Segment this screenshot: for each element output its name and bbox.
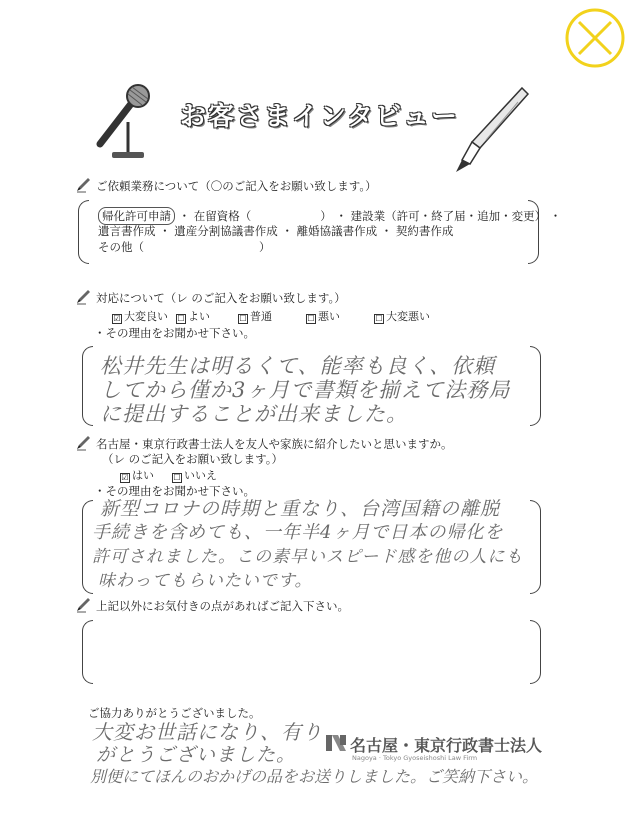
rating-option-good[interactable]: ☐ よい [177,310,210,323]
service-rating-question: 対応について（レ のご記入をお願い致します。） [96,291,346,305]
handwritten-answer-line: 新型コロナの時期と重なり、台湾国籍の離脱 [100,498,501,520]
thanks-message: ご協力ありがとうございました。 [88,706,261,720]
pen-bullet-icon [74,288,92,306]
referral-option-no[interactable]: ☐ いいえ [173,469,217,482]
reason-prompt: ・その理由をお聞かせ下さい。 [94,326,255,340]
referral-question: 名古屋・東京行政書士法人を友人や家族に紹介したいと思いますか。 [96,437,453,451]
service-residence-status[interactable]: ・ 在留資格（ ） [178,209,332,223]
rating-option-normal[interactable]: ☐ 普通 [239,310,272,323]
handwritten-answer-line: 松井先生は明るくて、能率も良く、依頼 [100,354,496,378]
service-estate-division[interactable]: ・ 遺産分割協議書作成 [159,224,278,238]
handwritten-answer-line: してから僅か3ヶ月で書類を揃えて法務局 [100,378,511,402]
rating-option-very-good[interactable]: ☑ 大変良い [113,310,168,323]
cross-stamp-icon [563,6,627,70]
answer-bracket-right [530,500,541,594]
service-divorce-agreement[interactable]: ・ 離婚協議書作成 [281,224,378,238]
service-separator: ・ [549,209,562,223]
reason-prompt: ・その理由をお聞かせ下さい。 [94,484,255,498]
service-contract[interactable]: ・ 契約書作成 [380,224,454,238]
rating-option-bad[interactable]: ☐ 悪い [307,310,340,323]
company-logo-subtitle: Nagoya · Tokyo Gyoseishoshi Law Firm [352,754,478,762]
answer-bracket-left [82,346,93,426]
handwritten-answer-line: 許可されました。この素早いスピード感を他の人にも [92,547,524,567]
pen-bullet-icon [74,176,92,194]
handwritten-answer-line: 味わってもらいたいです。 [98,571,313,591]
microphone-icon [90,82,160,164]
company-logo-name: 名古屋・東京行政書士法人 [350,736,543,755]
referral-option-yes[interactable]: ☑ はい [121,469,154,482]
handwritten-answer-line: 手続きを含めても、一年半4ヶ月で日本の帰化を [92,522,504,543]
handwritten-note-line: 大変お世話になり、有り [92,720,323,744]
comments-bracket-right [530,620,541,684]
company-logo-icon [326,733,348,753]
answer-bracket-left [78,200,89,264]
handwritten-note-line: がとうございました。 [96,744,297,766]
fountain-pen-icon [452,84,532,176]
page-title: お客さまインタビュー [180,102,459,132]
comments-field[interactable] [96,622,526,680]
service-question: ご依頼業務について（〇のご記入をお願い致します。） [96,179,377,193]
service-construction[interactable]: ・ 建設業（許可・終了届・追加・変更） [335,209,547,223]
service-other[interactable]: その他（ ） [98,240,271,254]
pen-bullet-icon [74,596,92,614]
handwritten-answer-line: に提出することが出来ました。 [100,402,408,426]
comments-bracket-left [82,620,93,684]
comments-question: 上記以外にお気付きの点があればご記入下さい。 [96,599,349,613]
service-naturalization[interactable]: 帰化許可申請 [98,207,175,225]
pen-bullet-icon [74,434,92,452]
rating-option-very-bad[interactable]: ☐ 大変悪い [375,310,430,323]
answer-bracket-right [530,346,541,426]
service-will[interactable]: 遺言書作成 [98,224,156,238]
referral-instruction: （レ のご記入をお願い致します。） [102,452,283,466]
handwritten-note-line: 別便にてほんのおかげの品をお送りしました。ご笑納下さい。 [90,767,539,786]
